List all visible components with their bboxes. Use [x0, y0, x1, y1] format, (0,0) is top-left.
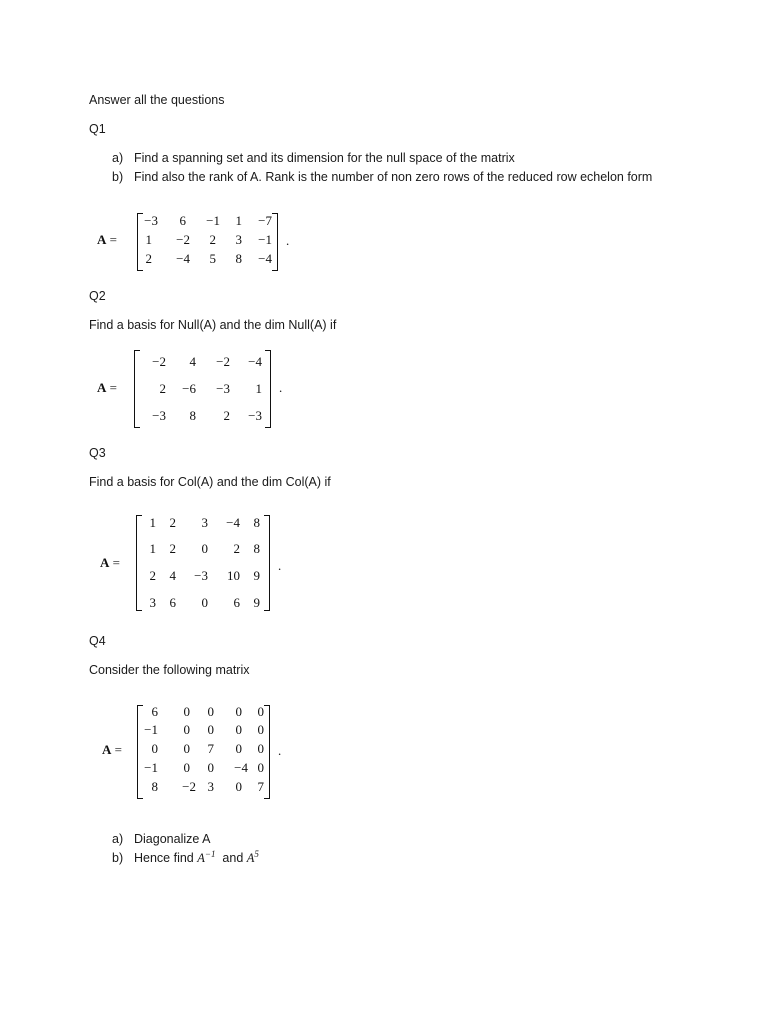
q4-cell-0-4: 0 — [257, 704, 264, 719]
q4-cell-2-0: 0 — [151, 741, 158, 756]
q2-cell-1-0: 2 — [159, 381, 166, 396]
q2-prompt: Find a basis for Null(A) and the dim Null(A) if — [89, 318, 337, 332]
q4-cell-2-3: 0 — [235, 741, 242, 756]
q4-cell-1-1: 0 — [183, 722, 190, 737]
q1-cell-0-1: 6 — [179, 213, 186, 228]
q2-cell-2-1: 8 — [189, 408, 196, 423]
q1-cell-1-0: 1 — [145, 232, 152, 247]
q4-cell-4-3: 0 — [235, 779, 242, 794]
q3-cell-2-1: 4 — [169, 568, 176, 583]
q2-matrix-name: A — [97, 380, 107, 395]
q4-cell-1-2: 0 — [207, 722, 214, 737]
q1-item-b-label: b) — [112, 170, 124, 184]
q3-cell-1-2: 0 — [201, 541, 208, 556]
q3-cell-3-3: 6 — [233, 595, 240, 610]
q4-cell-2-1: 0 — [183, 741, 190, 756]
q3-cell-0-2: 3 — [201, 515, 208, 530]
q4-cell-0-1: 0 — [183, 704, 190, 719]
q1-heading: Q1 — [89, 122, 106, 136]
q1-cell-2-1: −4 — [176, 251, 190, 266]
q2-cell-2-2: 2 — [223, 408, 230, 423]
q3-cell-2-2: −3 — [194, 568, 208, 583]
instructions: Answer all the questions — [89, 93, 225, 107]
q3-cell-2-4: 9 — [253, 568, 260, 583]
q3-bracket-right — [264, 515, 270, 611]
q1-item-a-label: a) — [112, 151, 124, 165]
q1-item-b-text: Find also the rank of A. Rank is the number of non zero rows of the reduced row echelon form — [134, 170, 653, 184]
q4-heading: Q4 — [89, 634, 106, 648]
q3-matrix-name: A — [100, 555, 110, 570]
q2-cell-2-3: −3 — [248, 408, 262, 423]
q3-cell-0-1: 2 — [169, 515, 176, 530]
q3-cell-3-4: 9 — [253, 595, 260, 610]
q4-item-b-label: b) — [112, 851, 124, 865]
q1-cell-1-2: 2 — [209, 232, 216, 247]
q4-item-a-label: a) — [112, 832, 124, 846]
q4-item-b — [112, 850, 259, 866]
q1-item-b — [112, 169, 652, 185]
q3-cell-3-0: 3 — [149, 595, 156, 610]
q2-bracket-right — [265, 350, 271, 428]
q3-bracket-left — [136, 515, 142, 611]
q3-cell-3-2: 0 — [201, 595, 208, 610]
q2-cell-1-1: −6 — [182, 381, 196, 396]
q1-cell-2-2: 5 — [209, 251, 216, 266]
q2-cell-0-1: 4 — [189, 354, 196, 369]
q4-cell-3-1: 0 — [183, 760, 190, 775]
q4-cell-1-0: −1 — [144, 722, 158, 737]
q4-cell-3-4: 0 — [257, 760, 264, 775]
q4-matrix-name: A — [102, 742, 112, 757]
q3-cell-1-4: 8 — [253, 541, 260, 556]
q4-cell-2-2: 7 — [207, 741, 214, 756]
q4-cell-3-2: 0 — [207, 760, 214, 775]
and-word: and — [222, 851, 244, 865]
q1-item-a — [112, 150, 515, 166]
q4-cell-4-0: 8 — [151, 779, 158, 794]
q2-cell-1-2: −3 — [216, 381, 230, 396]
q3-cell-1-3: 2 — [233, 541, 240, 556]
q1-cell-2-3: 8 — [235, 251, 242, 266]
q4-item-b-text: Hence find — [134, 851, 194, 865]
q4-cell-4-4: 7 — [257, 779, 264, 794]
q1-cell-0-0: −3 — [144, 213, 158, 228]
q2-cell-0-2: −2 — [216, 354, 230, 369]
q4-item-a — [112, 831, 210, 847]
q3-cell-1-1: 2 — [169, 541, 176, 556]
q4-cell-3-3: −4 — [234, 760, 248, 775]
inverse-term: $A^{-1}$ — [197, 848, 216, 865]
q1-matrix-name: A — [97, 232, 107, 247]
q3-heading: Q3 — [89, 446, 106, 460]
q1-cell-2-4: −4 — [258, 251, 272, 266]
q4-item-a-text: Diagonalize A — [134, 832, 211, 846]
q4-cell-3-0: −1 — [144, 760, 158, 775]
q2-cell-2-0: −3 — [152, 408, 166, 423]
q3-cell-0-4: 8 — [253, 515, 260, 530]
q3-prompt: Find a basis for Col(A) and the dim Col(A) if — [89, 475, 331, 489]
q1-cell-2-0: 2 — [145, 251, 152, 266]
q1-cell-0-2: −1 — [206, 213, 220, 228]
q1-item-a-text: Find a spanning set and its dimension for the null space of the matrix — [134, 151, 515, 165]
q2-cell-0-3: −4 — [248, 354, 262, 369]
q3-cell-3-1: 6 — [169, 595, 176, 610]
q1-cell-1-4: −1 — [258, 232, 272, 247]
q4-cell-1-3: 0 — [235, 722, 242, 737]
q4-prompt: Consider the following matrix — [89, 663, 250, 677]
q4-cell-0-2: 0 — [207, 704, 214, 719]
q1-cell-1-1: −2 — [176, 232, 190, 247]
q4-cell-1-4: 0 — [257, 722, 264, 737]
q4-cell-0-3: 0 — [235, 704, 242, 719]
q1-cell-0-4: −7 — [258, 213, 272, 228]
q2-cell-1-3: 1 — [255, 381, 262, 396]
q4-cell-0-0: 6 — [151, 704, 158, 719]
power-term: $A^5$ — [246, 848, 259, 865]
q1-cell-1-3: 3 — [235, 232, 242, 247]
q3-cell-0-3: −4 — [226, 515, 240, 530]
q1-cell-0-3: 1 — [235, 213, 242, 228]
q2-cell-0-0: −2 — [152, 354, 166, 369]
q4-bracket-right — [264, 705, 270, 799]
q2-heading: Q2 — [89, 289, 106, 303]
q1-bracket-right — [272, 213, 278, 271]
q4-cell-4-2: 3 — [207, 779, 214, 794]
q3-cell-2-3: 10 — [227, 568, 240, 583]
q3-cell-0-0: 1 — [149, 515, 156, 530]
q3-cell-2-0: 2 — [149, 568, 156, 583]
q3-cell-1-0: 1 — [149, 541, 156, 556]
q4-cell-4-1: −2 — [182, 779, 196, 794]
q4-cell-2-4: 0 — [257, 741, 264, 756]
